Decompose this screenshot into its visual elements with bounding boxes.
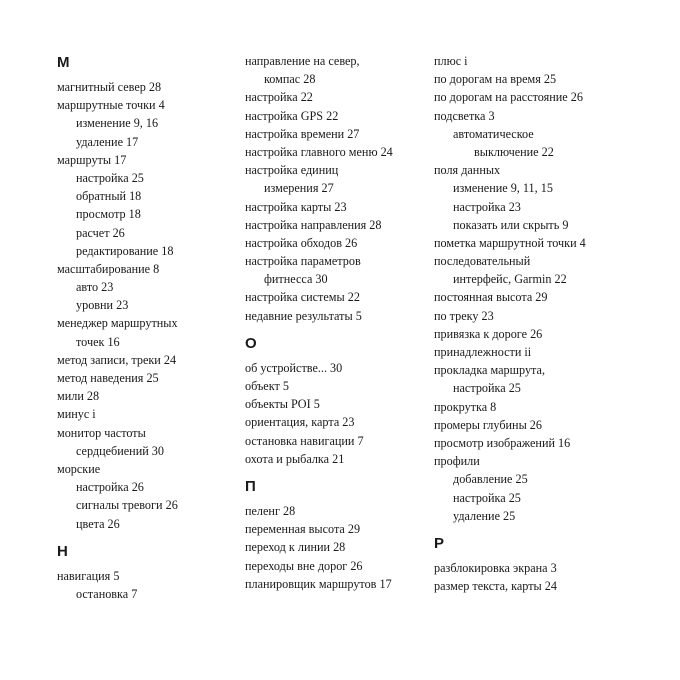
index-entry: настройка единиц bbox=[245, 163, 339, 178]
index-subentry: показать или скрыть 9 bbox=[453, 217, 569, 232]
index-column-2 bbox=[245, 52, 425, 593]
index-subentry: обратный 18 bbox=[76, 189, 142, 204]
index-entry: настройка карты 23 bbox=[245, 199, 347, 214]
index-subentry: компас 28 bbox=[264, 72, 316, 87]
index-subentry: настройка 25 bbox=[453, 490, 521, 505]
index-entry: настройка направления 28 bbox=[245, 217, 382, 232]
index-entry: подсветка 3 bbox=[434, 108, 495, 123]
index-entry: последовательный bbox=[434, 254, 531, 269]
index-letter-heading: Н bbox=[57, 542, 68, 560]
index-subentry: цвета 26 bbox=[76, 516, 120, 531]
index-entry: профили bbox=[434, 454, 480, 469]
index-entry: пеленг 28 bbox=[245, 503, 296, 518]
index-entry: по треку 23 bbox=[434, 308, 494, 323]
index-entry: морские bbox=[57, 461, 101, 476]
index-entry: мили 28 bbox=[57, 389, 100, 404]
index-entry: переходы вне дорог 26 bbox=[245, 558, 363, 573]
index-entry: остановка навигации 7 bbox=[245, 433, 364, 448]
index-subentry: добавление 25 bbox=[453, 472, 528, 487]
index-subentry: удаление 25 bbox=[453, 508, 516, 523]
index-subentry: удаление 17 bbox=[76, 134, 139, 149]
index-entry: плюс i bbox=[434, 54, 468, 68]
index-entry: ориентация, карта 23 bbox=[245, 415, 355, 430]
index-subentry: настройка 25 bbox=[76, 170, 144, 185]
index-entry: маршрутные точки 4 bbox=[57, 98, 165, 113]
index-entry: настройка GPS 22 bbox=[245, 108, 339, 123]
index-entry: просмотр изображений 16 bbox=[434, 435, 571, 450]
index-letter-heading: Р bbox=[434, 534, 445, 552]
index-entry: об устройстве... 30 bbox=[245, 360, 343, 375]
index-subentry: просмотр 18 bbox=[76, 207, 141, 222]
index-entry: направление на север, bbox=[245, 54, 360, 68]
index-entry: промеры глубины 26 bbox=[434, 417, 542, 432]
index-entry: монитор частоты bbox=[57, 425, 146, 440]
index-subentry: редактирование 18 bbox=[76, 243, 174, 258]
index-column-1 bbox=[57, 52, 237, 603]
index-entry: маршруты 17 bbox=[57, 152, 127, 167]
index-entry: привязка к дороге 26 bbox=[434, 326, 543, 341]
index-entry: минус i bbox=[57, 407, 96, 422]
index-subentry: автоматическое bbox=[453, 126, 534, 141]
index-entry: метод наведения 25 bbox=[57, 371, 159, 385]
index-entry: объекты POI 5 bbox=[245, 397, 320, 412]
index-subentry: расчет 26 bbox=[76, 225, 125, 240]
index-entry: навигация 5 bbox=[57, 568, 120, 583]
index-entry: принадлежности ii bbox=[434, 345, 532, 359]
index-letter-heading: П bbox=[245, 477, 256, 495]
index-subentry: фитнесса 30 bbox=[264, 272, 328, 287]
index-entry: менеджер маршрутных bbox=[57, 316, 178, 331]
index-entry: прокрутка 8 bbox=[434, 399, 497, 414]
index-entry: охота и рыбалка 21 bbox=[245, 451, 345, 466]
index-entry: поля данных bbox=[434, 163, 501, 178]
index-subentry: авто 23 bbox=[76, 280, 114, 295]
index-entry: настройка обходов 26 bbox=[245, 235, 358, 250]
index-entry: магнитный север 28 bbox=[57, 80, 162, 94]
index-entry: разблокировка экрана 3 bbox=[434, 560, 557, 575]
index-subentry: сигналы тревоги 26 bbox=[76, 498, 178, 513]
index-subentry: измерения 27 bbox=[264, 181, 334, 196]
index-entry: настройка системы 22 bbox=[245, 290, 360, 305]
index-column-3 bbox=[434, 52, 634, 595]
index-entry: по дорогам на расстояние 26 bbox=[434, 90, 583, 105]
index-entry: размер текста, карты 24 bbox=[434, 579, 557, 594]
index-subentry: уровни 23 bbox=[76, 298, 129, 313]
index-entry: переменная высота 29 bbox=[245, 522, 361, 537]
index-subentry: настройка 23 bbox=[453, 199, 521, 214]
index-entry: прокладка маршрута, bbox=[434, 363, 545, 378]
index-subentry: остановка 7 bbox=[76, 586, 138, 601]
index-entry: недавние результаты 5 bbox=[245, 308, 362, 323]
index-entry: метод записи, треки 24 bbox=[57, 352, 177, 367]
index-subentry: точек 16 bbox=[76, 334, 120, 349]
index-subentry: настройка 26 bbox=[76, 480, 144, 495]
index-entry: постоянная высота 29 bbox=[434, 290, 548, 305]
index-subentry: изменение 9, 16 bbox=[76, 116, 159, 131]
index-subentry: выключение 22 bbox=[474, 144, 554, 159]
index-entry: объект 5 bbox=[245, 379, 289, 393]
index-subentry: сердцебиений 30 bbox=[76, 443, 164, 458]
index-subentry: интерфейс, Garmin 22 bbox=[453, 272, 567, 287]
index-entry: настройка времени 27 bbox=[245, 126, 360, 141]
index-letter-heading: О bbox=[245, 334, 257, 352]
index-entry: масштабирование 8 bbox=[57, 261, 160, 276]
index-letter-heading: М bbox=[57, 54, 70, 71]
index-subentry: настройка 25 bbox=[453, 381, 521, 396]
index-entry: настройка параметров bbox=[245, 254, 361, 269]
index-entry: переход к линии 28 bbox=[245, 540, 346, 555]
index-subentry: изменение 9, 11, 15 bbox=[453, 181, 553, 196]
index-entry: планировщик маршрутов 17 bbox=[245, 576, 392, 591]
index-entry: настройка 22 bbox=[245, 90, 313, 105]
index-entry: пометка маршрутной точки 4 bbox=[434, 235, 586, 250]
index-entry: по дорогам на время 25 bbox=[434, 72, 557, 87]
index-entry: настройка главного меню 24 bbox=[245, 144, 393, 159]
